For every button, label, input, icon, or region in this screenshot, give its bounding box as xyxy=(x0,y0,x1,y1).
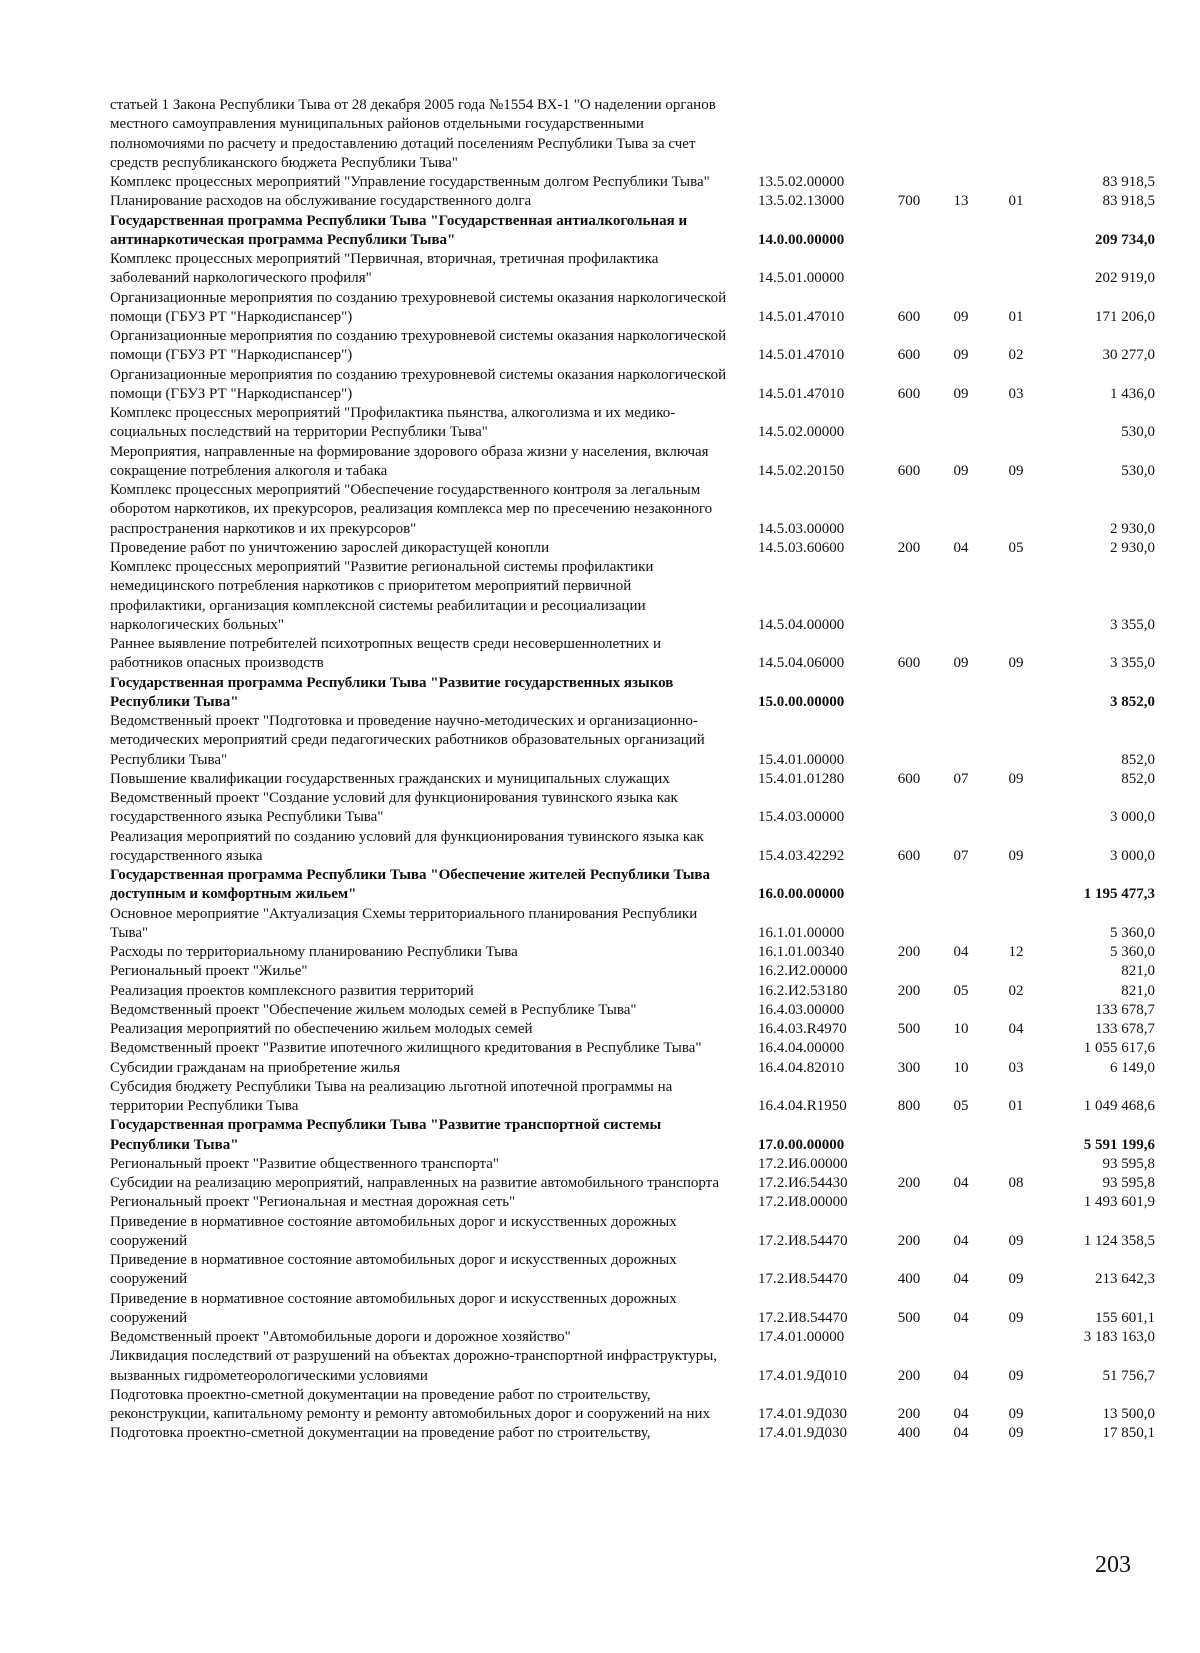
row-name-cell: Ведомственный проект "Подготовка и проведение научно-методических и организационно-методических мероприятий среди педагогических работников образовательных организаций Республики Тыва" xyxy=(110,713,705,768)
table-row xyxy=(110,173,1155,192)
row-pr-cell: 01 xyxy=(1008,193,1024,210)
row-code-cell: 13.5.02.13000 xyxy=(758,193,845,210)
row-pr-cell: 09 xyxy=(1008,1406,1024,1422)
row-pr-cell xyxy=(987,1001,1045,1020)
row-rz-cell: 04 xyxy=(953,539,969,556)
row-rz-cell: 09 xyxy=(953,462,969,479)
row-vr-cell: 300 xyxy=(897,1059,921,1076)
row-name-cell: Государственная программа Республики Тыва "Государственная антиалкогольная и антинаркотическая программа Республики Тыва" xyxy=(110,212,688,248)
row-code-cell: 16.4.04.82010 xyxy=(758,1059,845,1076)
row-vr-cell xyxy=(883,1039,935,1058)
row-amount-cell: 3 183 163,0 xyxy=(1083,1329,1155,1345)
row-pr-cell xyxy=(987,674,1045,713)
row-vr-cell xyxy=(883,789,935,828)
row-rz-cell xyxy=(935,558,987,635)
row-code-cell: 17.0.00.00000 xyxy=(758,1136,845,1153)
table-row xyxy=(110,1290,1155,1329)
row-vr-cell: 200 xyxy=(897,982,921,999)
row-vr-cell: 200 xyxy=(897,1232,921,1249)
row-code-cell: 14.0.00.00000 xyxy=(758,231,845,248)
row-pr-cell: 08 xyxy=(1008,1175,1024,1191)
row-vr-cell xyxy=(883,558,935,635)
row-code-cell: 14.5.04.06000 xyxy=(758,655,845,672)
row-code-cell: 14.5.01.00000 xyxy=(758,270,845,287)
table-row xyxy=(110,1193,1155,1212)
table-row xyxy=(110,635,1155,674)
row-name-cell: Региональный проект "Региональная и местная дорожная сеть" xyxy=(110,1194,516,1211)
row-amount-cell: 202 919,0 xyxy=(1095,270,1155,287)
row-code-cell: 15.4.01.01280 xyxy=(758,770,845,787)
row-vr-cell xyxy=(883,1328,935,1347)
table-row xyxy=(110,327,1155,366)
row-amount-cell: 5 360,0 xyxy=(1110,944,1155,960)
row-pr-cell xyxy=(987,1039,1045,1058)
table-row xyxy=(110,1174,1155,1193)
row-code-cell: 14.5.01.47010 xyxy=(758,347,845,364)
row-amount-cell: 1 195 477,3 xyxy=(1083,886,1155,903)
table-row xyxy=(110,1039,1155,1058)
row-pr-cell: 04 xyxy=(1008,1021,1024,1037)
row-vr-cell: 700 xyxy=(897,193,921,210)
row-rz-cell xyxy=(935,962,987,981)
row-vr-cell xyxy=(883,674,935,713)
row-amount-cell: 155 601,1 xyxy=(1095,1309,1155,1326)
row-name-cell: Ликвидация последствий от разрушений на объектах дорожно-транспортной инфраструктуры, вызванных гидрометеорологическими условиями xyxy=(110,1348,718,1384)
row-code-cell: 17.4.01.9Д010 xyxy=(758,1367,847,1384)
row-vr-cell: 600 xyxy=(897,347,921,364)
row-code-cell: 17.4.01.9Д030 xyxy=(758,1406,847,1422)
row-name-cell: Основное мероприятие "Актуализация Схемы территориального планирования Республики Тыва" xyxy=(110,905,698,941)
row-code-cell: 17.4.01.9Д030 xyxy=(758,1425,847,1442)
row-rz-cell xyxy=(935,789,987,828)
row-pr-cell: 09 xyxy=(1008,1367,1024,1384)
table-row xyxy=(110,770,1155,789)
table-row xyxy=(110,212,1155,251)
row-name-cell: Приведение в нормативное состояние автомобильных дорог и искусственных дорожных сооружений xyxy=(110,1213,677,1249)
row-pr-cell xyxy=(987,96,1045,173)
row-pr-cell xyxy=(987,250,1045,289)
row-amount-cell: 852,0 xyxy=(1121,770,1155,787)
row-name-cell: Комплекс процессных мероприятий "Первичная, вторичная, третичная профилактика заболеваний наркологического профиля" xyxy=(110,251,659,287)
row-amount-cell: 3 000,0 xyxy=(1110,809,1155,826)
row-pr-cell xyxy=(987,212,1045,251)
row-amount-cell: 3 852,0 xyxy=(1110,693,1155,710)
row-rz-cell: 09 xyxy=(953,385,969,402)
row-vr-cell: 600 xyxy=(897,385,921,402)
row-amount-cell: 821,0 xyxy=(1121,963,1155,980)
row-vr-cell: 400 xyxy=(897,1271,921,1288)
row-amount-cell: 93 595,8 xyxy=(1102,1175,1155,1191)
table-row xyxy=(110,96,1155,173)
row-pr-cell: 09 xyxy=(1008,1425,1024,1442)
row-amount-cell xyxy=(1045,96,1155,173)
row-rz-cell xyxy=(935,250,987,289)
table-row xyxy=(110,905,1155,944)
row-code-cell: 14.5.02.00000 xyxy=(758,424,845,441)
row-rz-cell: 04 xyxy=(953,1232,969,1249)
row-amount-cell: 821,0 xyxy=(1121,982,1155,999)
row-pr-cell: 09 xyxy=(1008,847,1024,864)
row-vr-cell xyxy=(883,962,935,981)
table-row xyxy=(110,828,1155,867)
row-vr-cell xyxy=(883,1001,935,1020)
row-rz-cell: 07 xyxy=(953,770,969,787)
row-pr-cell: 09 xyxy=(1008,1271,1024,1288)
row-amount-cell: 51 756,7 xyxy=(1102,1367,1155,1384)
row-rz-cell xyxy=(935,1193,987,1212)
row-amount-cell: 3 000,0 xyxy=(1110,847,1155,864)
row-rz-cell: 04 xyxy=(953,944,969,960)
row-pr-cell: 09 xyxy=(1008,1232,1024,1249)
row-pr-cell xyxy=(987,1116,1045,1155)
table-row xyxy=(110,1347,1155,1386)
row-rz-cell xyxy=(935,1116,987,1155)
budget-table-page xyxy=(110,96,1155,1444)
row-rz-cell: 10 xyxy=(953,1021,969,1037)
row-pr-cell: 02 xyxy=(1008,982,1024,999)
row-code-cell: 14.5.02.20150 xyxy=(758,462,845,479)
row-amount-cell: 133 678,7 xyxy=(1095,1021,1155,1037)
row-name-cell: Ведомственный проект "Автомобильные дороги и дорожное хозяйство" xyxy=(110,1329,571,1345)
row-code-cell: 15.4.01.00000 xyxy=(758,751,845,768)
row-pr-cell: 12 xyxy=(1008,944,1024,960)
row-amount-cell: 1 049 468,6 xyxy=(1083,1098,1155,1114)
table-row xyxy=(110,1001,1155,1020)
table-row xyxy=(110,789,1155,828)
row-name-cell: Ведомственный проект "Развитие ипотечного жилищного кредитования в Республике Тыва" xyxy=(110,1040,702,1057)
row-pr-cell xyxy=(987,558,1045,635)
row-rz-cell: 13 xyxy=(953,193,969,210)
row-code-cell: 16.2.И2.00000 xyxy=(758,963,848,980)
row-amount-cell: 213 642,3 xyxy=(1095,1271,1155,1288)
row-name-cell: Государственная программа Республики Тыва "Обеспечение жителей Республики Тыва доступным и комфортным жильем" xyxy=(110,867,711,903)
row-amount-cell: 5 360,0 xyxy=(1110,924,1155,941)
row-rz-cell: 04 xyxy=(953,1309,969,1326)
row-code-cell: 17.2.И8.54470 xyxy=(758,1309,848,1326)
table-row xyxy=(110,404,1155,443)
table-row xyxy=(110,481,1155,539)
row-code-cell: 13.5.02.00000 xyxy=(758,174,845,190)
row-vr-cell xyxy=(883,404,935,443)
table-row xyxy=(110,1251,1155,1290)
row-pr-cell: 01 xyxy=(1008,308,1024,325)
row-code-cell: 17.2.И8.54470 xyxy=(758,1232,848,1249)
row-vr-cell: 200 xyxy=(897,944,921,960)
row-amount-cell: 1 124 358,5 xyxy=(1083,1232,1155,1249)
row-rz-cell: 09 xyxy=(953,655,969,672)
row-code-cell: 14.5.03.60600 xyxy=(758,539,845,556)
row-vr-cell xyxy=(883,1193,935,1212)
table-row xyxy=(110,866,1155,905)
row-pr-cell xyxy=(987,173,1045,192)
row-pr-cell xyxy=(987,1328,1045,1347)
row-amount-cell: 852,0 xyxy=(1121,751,1155,768)
row-name-cell: Подготовка проектно-сметной документации на проведение работ по строительству, xyxy=(110,1425,651,1442)
row-vr-cell: 600 xyxy=(897,655,921,672)
row-amount-cell: 93 595,8 xyxy=(1102,1155,1155,1172)
table-row xyxy=(110,1078,1155,1117)
row-name-cell: Повышение квалификации государственных гражданских и муниципальных служащих xyxy=(110,770,670,787)
row-vr-cell: 800 xyxy=(897,1098,921,1114)
row-amount-cell: 1 055 617,6 xyxy=(1083,1040,1155,1057)
row-name-cell: Субсидия бюджету Республики Тыва на реализацию льготной ипотечной программы на территории Республики Тыва xyxy=(110,1078,673,1114)
row-rz-cell: 10 xyxy=(953,1059,969,1076)
row-rz-cell xyxy=(935,212,987,251)
budget-table xyxy=(110,96,1155,1444)
row-pr-cell: 02 xyxy=(1008,347,1024,364)
row-rz-cell: 04 xyxy=(953,1425,969,1442)
table-row xyxy=(110,1155,1155,1174)
row-code-cell: 17.2.И6.54430 xyxy=(758,1175,848,1191)
row-code-cell: 16.4.04.R1950 xyxy=(758,1098,847,1114)
row-code-cell: 16.4.03.R4970 xyxy=(758,1021,847,1037)
row-vr-cell: 500 xyxy=(897,1021,921,1037)
row-amount-cell: 17 850,1 xyxy=(1102,1425,1155,1442)
row-code-cell: 17.2.И8.54470 xyxy=(758,1271,848,1288)
row-vr-cell: 600 xyxy=(897,770,921,787)
row-code-cell: 15.4.03.00000 xyxy=(758,809,845,826)
row-pr-cell: 03 xyxy=(1008,1059,1024,1076)
row-pr-cell xyxy=(987,866,1045,905)
table-row xyxy=(110,1020,1155,1039)
row-rz-cell: 07 xyxy=(953,847,969,864)
row-amount-cell: 209 734,0 xyxy=(1095,231,1155,248)
row-vr-cell: 200 xyxy=(897,1367,921,1384)
row-vr-cell: 600 xyxy=(897,462,921,479)
row-vr-cell xyxy=(883,1155,935,1174)
table-row xyxy=(110,962,1155,981)
row-name-cell: Ведомственный проект "Обеспечение жильем молодых семей в Республике Тыва" xyxy=(110,1001,637,1018)
row-name-cell: Расходы по территориальному планированию Республики Тыва xyxy=(110,944,518,960)
row-vr-cell xyxy=(883,250,935,289)
row-rz-cell xyxy=(935,1155,987,1174)
row-rz-cell xyxy=(935,866,987,905)
row-amount-cell: 3 355,0 xyxy=(1110,655,1155,672)
row-name-cell: Государственная программа Республики Тыва "Развитие транспортной системы Республики Тыва" xyxy=(110,1117,662,1153)
row-name-cell: Субсидии гражданам на приобретение жилья xyxy=(110,1059,401,1076)
row-rz-cell: 04 xyxy=(953,1271,969,1288)
row-pr-cell: 05 xyxy=(1008,539,1024,556)
row-rz-cell xyxy=(935,674,987,713)
table-row xyxy=(110,289,1155,328)
row-pr-cell: 09 xyxy=(1008,770,1024,787)
row-name-cell: Реализация мероприятий по обеспечению жильем молодых семей xyxy=(110,1021,533,1037)
row-vr-cell xyxy=(883,212,935,251)
row-vr-cell: 200 xyxy=(897,1406,921,1422)
row-vr-cell: 500 xyxy=(897,1309,921,1326)
row-name-cell: Планирование расходов на обслуживание государственного долга xyxy=(110,193,532,210)
row-amount-cell: 2 930,0 xyxy=(1110,520,1155,537)
row-name-cell: Комплекс процессных мероприятий "Развитие региональной системы профилактики немедицинского потребления наркотиков с приоритетом мероприятий первичной профилактики, организация комплексной системы реабилитации и ресоциализации наркологических больных" xyxy=(110,559,654,633)
row-rz-cell xyxy=(935,96,987,173)
row-vr-cell: 600 xyxy=(897,847,921,864)
row-amount-cell: 5 591 199,6 xyxy=(1083,1136,1155,1153)
row-amount-cell: 30 277,0 xyxy=(1102,347,1155,364)
row-name-cell: Раннее выявление потребителей психотропных веществ среди несовершеннолетних и работников опасных производств xyxy=(110,636,662,672)
row-vr-cell: 600 xyxy=(897,308,921,325)
row-name-cell: Региональный проект "Развитие общественного транспорта" xyxy=(110,1155,500,1172)
row-rz-cell: 04 xyxy=(953,1175,969,1191)
row-code-cell: 16.0.00.00000 xyxy=(758,886,845,903)
row-pr-cell: 09 xyxy=(1008,462,1024,479)
row-pr-cell xyxy=(987,962,1045,981)
row-rz-cell: 09 xyxy=(953,347,969,364)
row-amount-cell: 83 918,5 xyxy=(1102,174,1155,190)
row-pr-cell: 09 xyxy=(1008,655,1024,672)
row-name-cell: Подготовка проектно-сметной документации на проведение работ по строительству, реконструкции, капитальному ремонту и ремонту автомобильных дорог и сооружений на них xyxy=(110,1386,711,1422)
row-name-cell: Проведение работ по уничтожению зарослей дикорастущей конопли xyxy=(110,539,550,556)
table-row xyxy=(110,943,1155,962)
row-code-cell: 16.4.04.00000 xyxy=(758,1040,845,1057)
row-vr-cell xyxy=(883,905,935,944)
row-pr-cell xyxy=(987,905,1045,944)
row-pr-cell: 01 xyxy=(1008,1098,1024,1114)
row-vr-cell xyxy=(883,1116,935,1155)
table-row xyxy=(110,443,1155,482)
row-code-cell: 17.2.И8.00000 xyxy=(758,1194,848,1211)
row-name-cell: Реализация мероприятий по созданию условий для функционирования тувинского языка как государственного языка xyxy=(110,828,704,864)
row-pr-cell xyxy=(987,1193,1045,1212)
table-row xyxy=(110,1424,1155,1443)
page-number: 203 xyxy=(1095,1552,1131,1578)
table-row xyxy=(110,674,1155,713)
row-amount-cell: 13 500,0 xyxy=(1102,1406,1155,1422)
row-amount-cell: 530,0 xyxy=(1121,424,1155,441)
row-rz-cell xyxy=(935,1001,987,1020)
row-pr-cell: 03 xyxy=(1008,385,1024,402)
row-code-cell: 16.1.01.00340 xyxy=(758,944,845,960)
row-rz-cell: 05 xyxy=(953,982,969,999)
row-name-cell: Приведение в нормативное состояние автомобильных дорог и искусственных дорожных сооружений xyxy=(110,1252,677,1288)
row-rz-cell: 04 xyxy=(953,1367,969,1384)
table-row xyxy=(110,539,1155,558)
table-row xyxy=(110,1386,1155,1425)
row-code-cell: 14.5.01.47010 xyxy=(758,308,845,325)
row-code-cell: 14.5.03.00000 xyxy=(758,520,845,537)
table-row xyxy=(110,1328,1155,1347)
table-row xyxy=(110,250,1155,289)
row-name-cell: Субсидии на реализацию мероприятий, направленных на развитие автомобильного транспорта xyxy=(110,1175,720,1191)
table-row xyxy=(110,558,1155,635)
row-amount-cell: 83 918,5 xyxy=(1102,193,1155,210)
row-name-cell: Мероприятия, направленные на формирование здорового образа жизни у населения, включая сокращение потребления алкоголя и табака xyxy=(110,443,709,479)
row-amount-cell: 1 436,0 xyxy=(1110,385,1155,402)
row-rz-cell xyxy=(935,1328,987,1347)
row-vr-cell xyxy=(883,96,935,173)
budget-table-body xyxy=(110,96,1155,1444)
row-name-cell: Региональный проект "Жилье" xyxy=(110,963,308,980)
row-vr-cell: 200 xyxy=(897,1175,921,1191)
row-name-cell: Организационные мероприятия по созданию трехуровневой системы оказания наркологической помощи (ГБУЗ РТ "Наркодиспансер") xyxy=(110,289,727,325)
row-pr-cell xyxy=(987,404,1045,443)
table-row xyxy=(110,712,1155,770)
row-code-cell: 14.5.04.00000 xyxy=(758,616,845,633)
row-pr-cell xyxy=(987,712,1045,770)
row-code-cell: 14.5.01.47010 xyxy=(758,385,845,402)
row-code-cell: 16.2.И2.53180 xyxy=(758,982,848,999)
row-amount-cell: 6 149,0 xyxy=(1110,1059,1155,1076)
row-name-cell: Комплекс процессных мероприятий "Управление государственным долгом Республики Тыва" xyxy=(110,174,710,190)
table-row xyxy=(110,982,1155,1001)
row-code-cell: 16.4.03.00000 xyxy=(758,1001,845,1018)
row-amount-cell: 133 678,7 xyxy=(1095,1001,1155,1018)
row-vr-cell: 200 xyxy=(897,539,921,556)
row-pr-cell xyxy=(987,481,1045,539)
row-code-cell: 17.2.И6.00000 xyxy=(758,1155,848,1172)
table-row xyxy=(110,192,1155,211)
row-rz-cell: 09 xyxy=(953,308,969,325)
row-name-cell: Реализация проектов комплексного развития территорий xyxy=(110,982,474,999)
table-row xyxy=(110,366,1155,405)
row-name-cell: Организационные мероприятия по созданию трехуровневой системы оказания наркологической помощи (ГБУЗ РТ "Наркодиспансер") xyxy=(110,328,727,364)
row-vr-cell xyxy=(883,866,935,905)
row-name-cell: Приведение в нормативное состояние автомобильных дорог и искусственных дорожных сооружений xyxy=(110,1290,677,1326)
row-rz-cell xyxy=(935,481,987,539)
row-amount-cell: 1 493 601,9 xyxy=(1083,1194,1155,1211)
row-rz-cell xyxy=(935,712,987,770)
row-amount-cell: 2 930,0 xyxy=(1110,539,1155,556)
row-rz-cell xyxy=(935,404,987,443)
row-rz-cell xyxy=(935,173,987,192)
row-code-cell: 16.1.01.00000 xyxy=(758,924,845,941)
row-name-cell: Комплекс процессных мероприятий "Обеспечение государственного контроля за легальным оборотом наркотиков, их прекурсоров, реализация комплекса мер по пресечению незаконного распространения наркотиков и их прекурсоров" xyxy=(110,482,713,537)
row-code-cell: 15.0.00.00000 xyxy=(758,693,845,710)
row-code-cell: 15.4.03.42292 xyxy=(758,847,845,864)
row-amount-cell: 3 355,0 xyxy=(1110,616,1155,633)
row-code-cell xyxy=(758,96,883,173)
table-row xyxy=(110,1116,1155,1155)
row-name-cell: Ведомственный проект "Создание условий для функционирования тувинского языка как государственного языка Республики Тыва" xyxy=(110,790,678,826)
table-row xyxy=(110,1059,1155,1078)
row-pr-cell xyxy=(987,789,1045,828)
row-name-cell: статьей 1 Закона Республики Тыва от 28 декабря 2005 года №1554 ВХ-1 "О наделении органов местного самоуправления муниципальных районов отдельными государственными полномочиями по расчету и предоставлению дотаций поселениям Республики Тыва за счет средств республиканского бюджета Республики Тыва" xyxy=(110,97,716,171)
row-code-cell: 17.4.01.00000 xyxy=(758,1329,845,1345)
row-amount-cell: 171 206,0 xyxy=(1095,308,1155,325)
row-pr-cell xyxy=(987,1155,1045,1174)
row-rz-cell xyxy=(935,905,987,944)
row-rz-cell: 05 xyxy=(953,1098,969,1114)
row-name-cell: Комплекс процессных мероприятий "Профилактика пьянства, алкоголизма и их медико-социальных последствий на территории Республики Тыва" xyxy=(110,405,676,441)
row-rz-cell: 04 xyxy=(953,1406,969,1422)
row-name-cell: Государственная программа Республики Тыва "Развитие государственных языков Республики Тыва" xyxy=(110,674,674,710)
row-amount-cell: 530,0 xyxy=(1121,462,1155,479)
row-vr-cell xyxy=(883,481,935,539)
row-vr-cell xyxy=(883,173,935,192)
row-pr-cell: 09 xyxy=(1008,1309,1024,1326)
row-vr-cell xyxy=(883,712,935,770)
table-row xyxy=(110,1213,1155,1252)
row-rz-cell xyxy=(935,1039,987,1058)
row-vr-cell: 400 xyxy=(897,1425,921,1442)
row-name-cell: Организационные мероприятия по созданию трехуровневой системы оказания наркологической помощи (ГБУЗ РТ "Наркодиспансер") xyxy=(110,366,727,402)
